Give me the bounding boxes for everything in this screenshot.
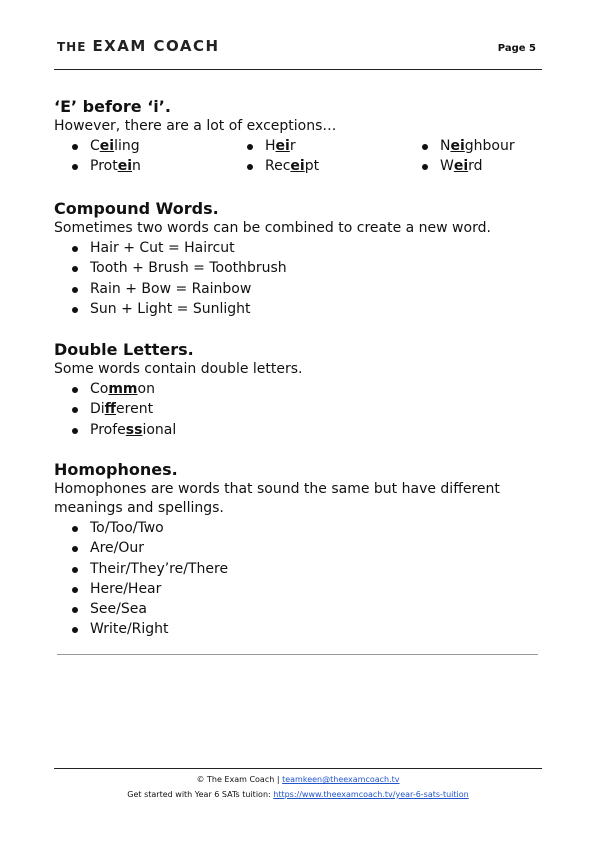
- section-double-letters: [54, 340, 544, 440]
- list-item: To/Too/Two: [54, 518, 544, 538]
- footer-divider: [54, 768, 542, 769]
- copyright-text: © The Exam Coach |: [196, 775, 280, 784]
- list-item: Hair + Cut = Haircut: [54, 238, 544, 258]
- list-item: Rain + Bow = Rainbow: [54, 279, 544, 299]
- logo-the: THE: [57, 40, 87, 54]
- section-intro: Some words contain double letters.: [54, 361, 303, 377]
- section-title: Double Letters.: [54, 340, 194, 359]
- list-item: Professional: [54, 420, 544, 440]
- compound-list: [54, 238, 544, 319]
- section-intro: Sometimes two words can be combined to create a new word.: [54, 220, 491, 236]
- section-compound-words: [54, 199, 544, 319]
- logo: [57, 37, 220, 55]
- section-title: Homophones.: [54, 460, 178, 479]
- content-divider: [57, 654, 538, 655]
- header-divider: [54, 69, 542, 70]
- list-item: Write/Right: [54, 619, 544, 639]
- footer-line-2: [0, 787, 596, 802]
- list-item: See/Sea: [54, 599, 544, 619]
- double-list: [54, 379, 544, 440]
- section-title: Compound Words.: [54, 199, 219, 218]
- email-link[interactable]: teamkeen@theexamcoach.tv: [282, 775, 400, 784]
- list-item: Are/Our: [54, 538, 544, 558]
- list-item: Protein: [54, 156, 229, 176]
- list-item: Weird: [404, 156, 515, 176]
- tuition-link[interactable]: https://www.theexamcoach.tv/year-6-sats-tuition: [273, 790, 469, 799]
- exceptions-column: [54, 136, 229, 177]
- footer-line-1: [0, 772, 596, 787]
- list-item: Tooth + Brush = Toothbrush: [54, 258, 544, 278]
- list-item: Sun + Light = Sunlight: [54, 299, 544, 319]
- exceptions-column: [404, 136, 515, 177]
- homophones-list: [54, 518, 544, 640]
- list-item: Ceiling: [54, 136, 229, 156]
- list-item: Common: [54, 379, 544, 399]
- section-title: ‘E’ before ‘i’.: [54, 97, 171, 116]
- section-intro: However, there are a lot of exceptions…: [54, 118, 337, 134]
- list-item: Receipt: [229, 156, 404, 176]
- exceptions-column: [229, 136, 404, 177]
- list-item: Heir: [229, 136, 404, 156]
- list-item: Their/They’re/There: [54, 559, 544, 579]
- list-item: Different: [54, 399, 544, 419]
- cta-text: Get started with Year 6 SATs tuition:: [127, 790, 271, 799]
- list-item: Here/Hear: [54, 579, 544, 599]
- section-e-before-i: [54, 97, 544, 177]
- list-item: Neighbour: [404, 136, 515, 156]
- logo-main: EXAM COACH: [92, 37, 220, 55]
- section-homophones: [54, 460, 544, 640]
- exceptions-columns: [54, 136, 544, 177]
- section-intro: Homophones are words that sound the same but have different meanings and spellings.: [54, 481, 500, 516]
- page-number: Page 5: [497, 43, 536, 54]
